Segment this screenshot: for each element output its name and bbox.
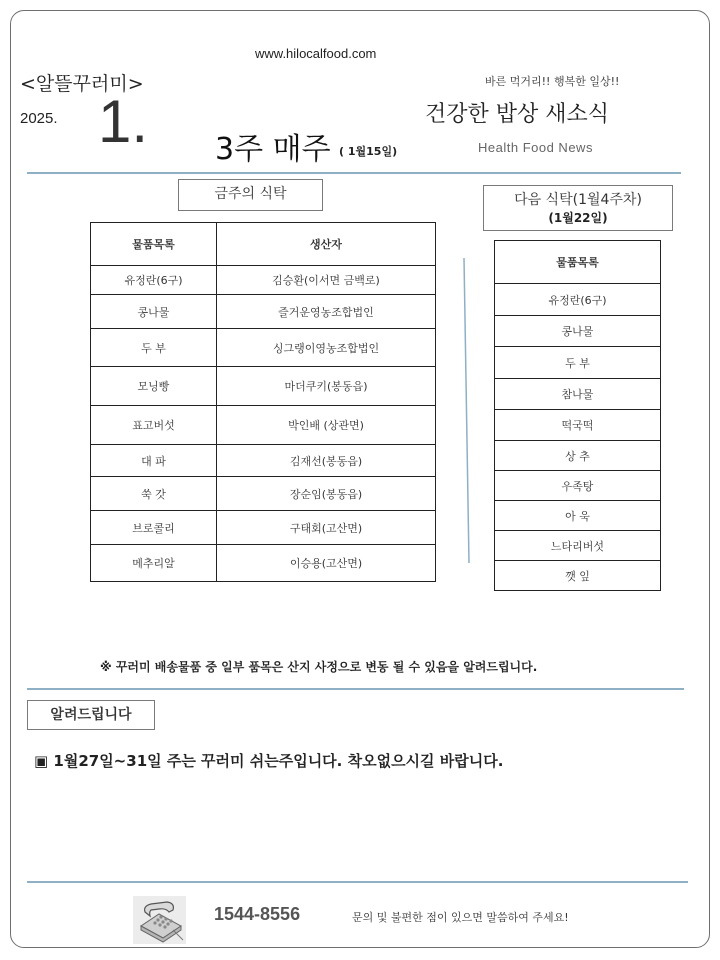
website-url[interactable]: www.hilocalfood.com (255, 46, 377, 61)
substitution-notice: ※ 꾸러미 배송물품 중 일부 품목은 산지 사정으로 변동 될 수 있음을 알려드립니다. (100, 660, 538, 674)
table-row (495, 471, 661, 501)
notice-divider (27, 688, 684, 690)
column-header-producer: 생산자 (217, 223, 436, 266)
next-week-table (494, 240, 661, 591)
table-row (495, 284, 661, 316)
issue-month: 1. (98, 88, 149, 155)
item-cell: 콩나물 (91, 295, 217, 329)
producer-cell: 싱그랭이영농조합법인 (217, 329, 436, 367)
table-row (495, 531, 661, 561)
item-cell: 브로콜리 (91, 511, 217, 545)
week-title: 3주 매주 (215, 132, 331, 167)
phone-number[interactable]: 1544-8556 (214, 904, 301, 924)
table-row (91, 545, 436, 582)
item-cell: 유정란(6구) (495, 284, 661, 316)
item-cell: 느타리버섯 (495, 531, 661, 561)
table-row (91, 477, 436, 511)
next-week-date: (1월22일) (548, 211, 608, 225)
announcement-text: ▣ 1월27일~31일 주는 꾸러미 쉬는주입니다. 착오없으시길 바랍니다. (34, 752, 504, 770)
item-cell: 유정란(6구) (91, 266, 217, 295)
item-cell: 쑥 갓 (91, 477, 217, 511)
footer-divider (27, 881, 688, 883)
header-divider (27, 172, 681, 174)
newsletter-headline: 건강한 밥상 새소식 (425, 102, 610, 127)
table-row (495, 501, 661, 531)
item-cell: 모닝빵 (91, 367, 217, 406)
producer-cell: 이승용(고산면) (217, 545, 436, 582)
item-cell: 떡국떡 (495, 410, 661, 441)
telephone-icon (133, 896, 186, 944)
table-row (91, 367, 436, 406)
item-cell: 깻 잎 (495, 561, 661, 591)
column-header-item: 물품목록 (495, 241, 661, 284)
table-row (91, 511, 436, 545)
table-row (495, 561, 661, 591)
table-row (91, 406, 436, 445)
table-row (91, 329, 436, 367)
issue-year: 2025. (20, 110, 58, 127)
table-row (91, 295, 436, 329)
table-row (91, 445, 436, 477)
item-cell: 표고버섯 (91, 406, 217, 445)
producer-cell: 김재선(봉동읍) (217, 445, 436, 477)
next-week-label (483, 185, 673, 231)
producer-cell: 즐거운영농조합법인 (217, 295, 436, 329)
announcement-title: 알려드립니다 (27, 700, 155, 730)
table-row (495, 316, 661, 347)
column-header-item: 물품목록 (91, 223, 217, 266)
column-divider (462, 258, 472, 563)
this-week-table (90, 222, 436, 582)
contact-message: 문의 및 불편한 점이 있으면 말씀하여 주세요! (352, 911, 569, 924)
table-row (495, 410, 661, 441)
table-row (495, 347, 661, 379)
producer-cell: 장순임(봉동읍) (217, 477, 436, 511)
table-row (91, 266, 436, 295)
item-cell: 메추리알 (91, 545, 217, 582)
item-cell: 두 부 (91, 329, 217, 367)
producer-cell: 구태회(고산면) (217, 511, 436, 545)
slogan: 바른 먹거리!! 행복한 일상!! (485, 75, 620, 88)
item-cell: 두 부 (495, 347, 661, 379)
item-cell: 참나물 (495, 379, 661, 410)
this-week-label: 금주의 식탁 (178, 179, 323, 211)
producer-cell: 김승환(이서면 금백로) (217, 266, 436, 295)
item-cell: 대 파 (91, 445, 217, 477)
item-cell: 상 추 (495, 441, 661, 471)
item-cell: 우족탕 (495, 471, 661, 501)
item-cell: 콩나물 (495, 316, 661, 347)
item-cell: 아 욱 (495, 501, 661, 531)
table-row (495, 441, 661, 471)
producer-cell: 마더쿠키(봉동읍) (217, 367, 436, 406)
week-date: ( 1월15일) (339, 145, 398, 158)
english-subtitle: Health Food News (478, 140, 593, 155)
series-title: <알뜰꾸러미> (20, 73, 144, 95)
next-week-title: 다음 식탁(1월4주차) (514, 192, 642, 208)
producer-cell: 박인배 (상관면) (217, 406, 436, 445)
table-row (495, 379, 661, 410)
